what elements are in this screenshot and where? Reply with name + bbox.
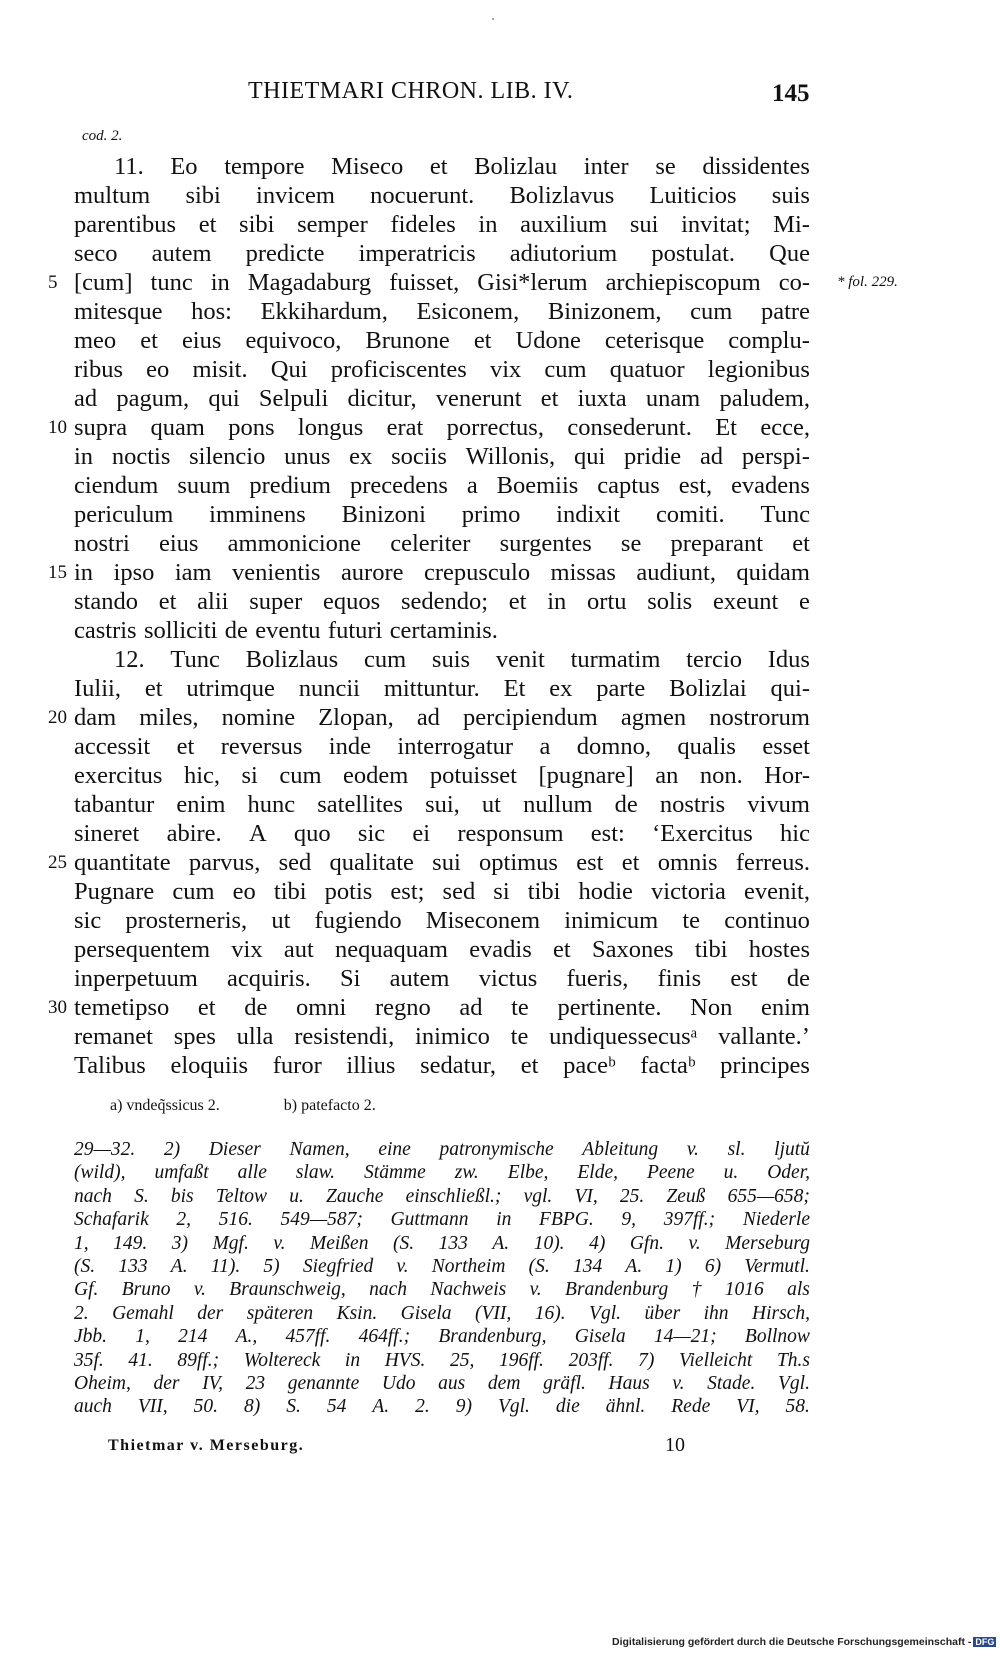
text-line: sic prosterneris, ut fugiendo Miseconem inimicum te continuo [74,907,810,934]
text-line: in noctis silencio unus ex sociis Willonis, qui pridie ad perspi- [74,443,810,470]
note-line: auch VII, 50. 8) S. 54 A. 2. 9) Vgl. die ähnl. Rede VI, 58. [74,1396,810,1418]
scan-speck [492,18,494,20]
note-line: 2. Gemahl der späteren Ksin. Gisela (VII, 16). Vgl. über ihn Hirsch, [74,1302,810,1324]
note-line: (wild), umfaßt alle slaw. Stämme zw. Elbe, Elde, Peene u. Oder, [74,1162,810,1184]
critical-apparatus [110,1097,436,1115]
text-line: ribus eo misit. Qui proficiscentes vix cum quatuor legionibus [74,356,810,383]
text-line: stando et alii super equos sedendo; et in ortu solis exeunt e [74,588,810,615]
text-line: meo et eius equivoco, Brunone et Udone ceterisque complu- [74,327,810,354]
text-line: mitesque hos: Ekkihardum, Esiconem, Binizonem, cum patre [74,298,810,325]
text-line: parentibus et sibi semper fideles in auxilium sui invitat; Mi- [74,211,810,238]
note-line: 29—32. 2) Dieser Namen, eine patronymische Ableitung v. sl. ljutŭ [74,1139,810,1160]
text-line: persequentem vix aut nequaquam evadis et Saxones tibi hostes [74,936,810,963]
text-line: Talibus eloquiis furor illius sedatur, et paceᵇ factaᵇ principes [74,1052,810,1079]
note-line: 35f. 41. 89ff.; Woltereck in HVS. 25, 196ff. 203ff. 7) Vielleicht Th.s [74,1349,810,1371]
line-number: 10 [48,417,67,438]
note-line: Oheim, der IV, 23 genannte Udo aus dem gräfl. Haus v. Stade. Vgl. [74,1372,810,1394]
line-number: 5 [48,272,58,293]
text-line: remanet spes ulla resistendi, inimico te undiquessecusᵃ vallante.’ [74,1023,810,1050]
text-line: 11. Eo tempore Miseco et Bolizlau inter se dissidentes [114,153,810,180]
text-line: 30 temetipso et de omni regno ad te pertinente. Non enim [48,994,810,1021]
main-text [48,152,898,1080]
text-line: castris solliciti de eventu futuri certaminis. [74,617,498,644]
note-line: Gf. Bruno v. Braunschweig, nach Nachweis v. Brandenburg † 1016 als [74,1279,810,1301]
text-line: accessit et reversus inde interrogatur a domno, qualis esset [74,733,810,760]
codex-reference: cod. 2. [82,128,123,144]
line-number: 15 [48,562,67,583]
text-line: 15 in ipso iam venientis aurore crepusculo missas audiunt, quidam [48,559,810,586]
credit-text: Digitalisierung gefördert durch die Deutsche Forschungsgemeinschaft - [612,1636,972,1648]
note-line: Schafarik 2, 516. 549—587; Guttmann in FBPG. 9, 397ff.; Niederle [74,1209,810,1231]
signature-line: Thietmar v. Merseburg. [108,1437,305,1454]
note-line: Jbb. 1, 214 A., 457ff. 464ff.; Brandenburg, Gisela 14—21; Bollnow [74,1326,810,1348]
note-line: 1, 149. 3) Mgf. v. Meißen (S. 133 A. 10). 4) Gfn. v. Merseburg [74,1232,810,1254]
text-line: seco autem predicte imperatricis adiutorium postulat. Que [74,240,810,267]
apparatus-note-b: b) patefacto 2. [283,1097,376,1114]
digitization-credit [612,1636,996,1648]
page-number: 145 [772,80,810,107]
text-line: 12. Tunc Bolizlaus cum suis venit turmatim tercio Idus [114,646,810,673]
note-line: (S. 133 A. 11). 5) Siegfried v. Northeim (S. 134 A. 1) 6) Vermutl. [74,1255,810,1277]
text-line: nostri eius ammonicione celeriter surgentes se preparant et [74,530,810,557]
text-line: Pugnare cum eo tibi potis est; sed si tibi hodie victoria evenit, [74,878,810,905]
margin-note: * fol. 229. [837,274,898,290]
line-number: 20 [48,707,67,728]
text-line: inperpetuum acquiris. Si autem victus fueris, finis est de [74,965,810,992]
dfg-logo: DFG [975,1637,995,1647]
text-line: ad pagum, qui Selpuli dicitur, venerunt et iuxta unam paludem, [74,385,810,412]
text-line: 25 quantitate parvus, sed qualitate sui optimus est et omnis ferreus. [48,849,810,876]
line-number: 30 [48,997,67,1018]
text-line: ciendum suum predium precedens a Boemiis captus est, evadens [74,472,810,499]
text-line: 20 dam miles, nomine Zlopan, ad percipiendum agmen nostrorum [48,704,810,731]
signature-number: 10 [665,1434,685,1456]
text-line: periculum imminens Binizoni primo indixit comiti. Tunc [74,501,810,528]
text-line: 5 [cum] tunc in Magadaburg fuisset, Gisi*lerum archiepiscopum co- * fol. 229. [48,269,898,296]
text-line: tabantur enim hunc satellites sui, ut nullum de nostris vivum [74,791,810,818]
note-line: nach S. bis Teltow u. Zauche einschließl.; vgl. VI, 25. Zeuß 655—658; [74,1185,810,1207]
commentary-notes [74,1138,810,1419]
text-line: Iulii, et utrimque nuncii mittuntur. Et ex parte Bolizlai qui- [74,675,810,702]
text-line: sineret abire. A quo sic ei responsum est: ‘Exercitus hic [74,820,810,847]
text-line: 10 supra quam pons longus erat porrectus, consederunt. Et ecce, [48,414,810,441]
apparatus-note-a: a) vndeq̃ssicus 2. [110,1097,220,1114]
text-line: exercitus hic, si cum eodem potuisset [pugnare] an non. Hor- [74,762,810,789]
running-header: THIETMARI CHRON. LIB. IV. [248,78,574,104]
line-number: 25 [48,852,67,873]
text-line: multum sibi invicem nocuerunt. Bolizlavus Luiticios suis [74,182,810,209]
